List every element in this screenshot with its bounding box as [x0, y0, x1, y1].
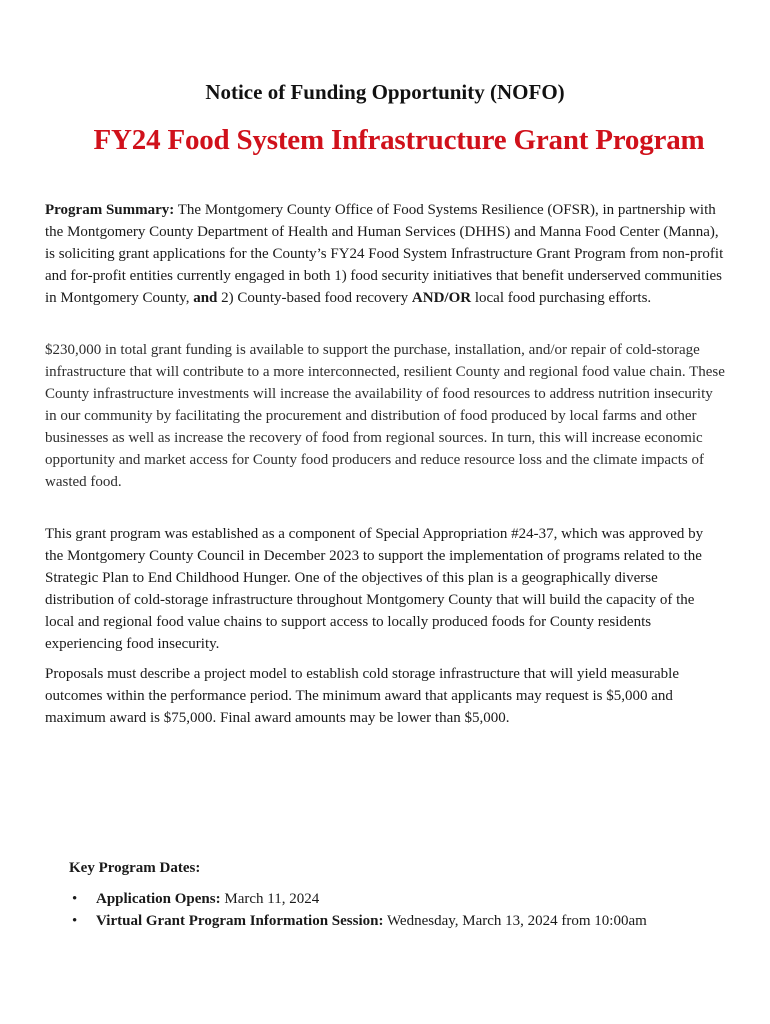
program-summary-text-3: local food purchasing efforts. [471, 290, 652, 306]
key-date-value: March 11, 2024 [220, 891, 320, 907]
emphasis-and: and [193, 290, 218, 306]
program-title: FY24 Food System Infrastructure Grant Program [93, 124, 705, 156]
background-paragraph: This grant program was established as a component of Special Appropriation #24-37, which was approved by the Montgomery County Council in December 2023 to support the implementation of programs related to the Strategic Plan to End Childhood Hunger. One of the objectives of this plan is a geographically diverse distribution of cold-storage infrastructure throughout Montgomery County that will build the capacity of the local and regional food value chains to support access to locally produced foods for County residents experiencing food insecurity. [45, 526, 704, 652]
emphasis-andor: AND/OR [411, 290, 472, 306]
program-summary-label: Program Summary: [45, 202, 175, 218]
proposals-paragraph: Proposals must describe a project model to establish cold storage infrastructure that will yield measurable outcomes within the performance period. The minimum award that applicants may request is $5,000 and maximum award is $75,000. Final award amounts may be lower than $5,000. [45, 666, 679, 726]
bullet-icon: • [72, 891, 78, 907]
notice-title: Notice of Funding Opportunity (NOFO) [205, 80, 565, 104]
key-date-item [70, 888, 647, 910]
program-summary-text: The Montgomery County Office of Food Systems Resilience (OFSR), in partnership with the Montgomery County Department of Health and Human Services (DHHS) and Manna Food Center (Manna), is soliciting grant applications for the County’s FY24 Food System Infrastructure Grant Program from non-profit and for-profit entities currently engaged in both 1) food security initiatives that benefit underserved communities in Montgomery County, [45, 202, 724, 306]
key-dates-heading: Key Program Dates: [69, 860, 201, 876]
bullet-icon: • [72, 913, 78, 929]
key-date-value: Wednesday, March 13, 2024 from 10:00am [383, 913, 647, 929]
key-date-label: Virtual Grant Program Information Session: [96, 913, 384, 929]
funding-paragraph: $230,000 in total grant funding is available to support the purchase, installation, and/or repair of cold-storage infrastructure that will contribute to a more interconnected, resilient County and regional food value chain. These County infrastructure investments will increase the availability of food resources to address nutrition insecurity in our community by facilitating the procurement and distribution of food produced by local farms and other businesses as well as increase the recovery of food from regional sources. In turn, this will increase economic opportunity and market access for County food producers and reduce resource loss and the climate impacts of wasted food. [45, 342, 725, 490]
key-dates-list [70, 888, 647, 932]
key-date-item [70, 910, 647, 932]
program-summary-paragraph [45, 199, 725, 309]
key-date-label: Application Opens: [96, 891, 221, 907]
program-summary-text-2: 2) County-based food recovery [217, 290, 412, 306]
